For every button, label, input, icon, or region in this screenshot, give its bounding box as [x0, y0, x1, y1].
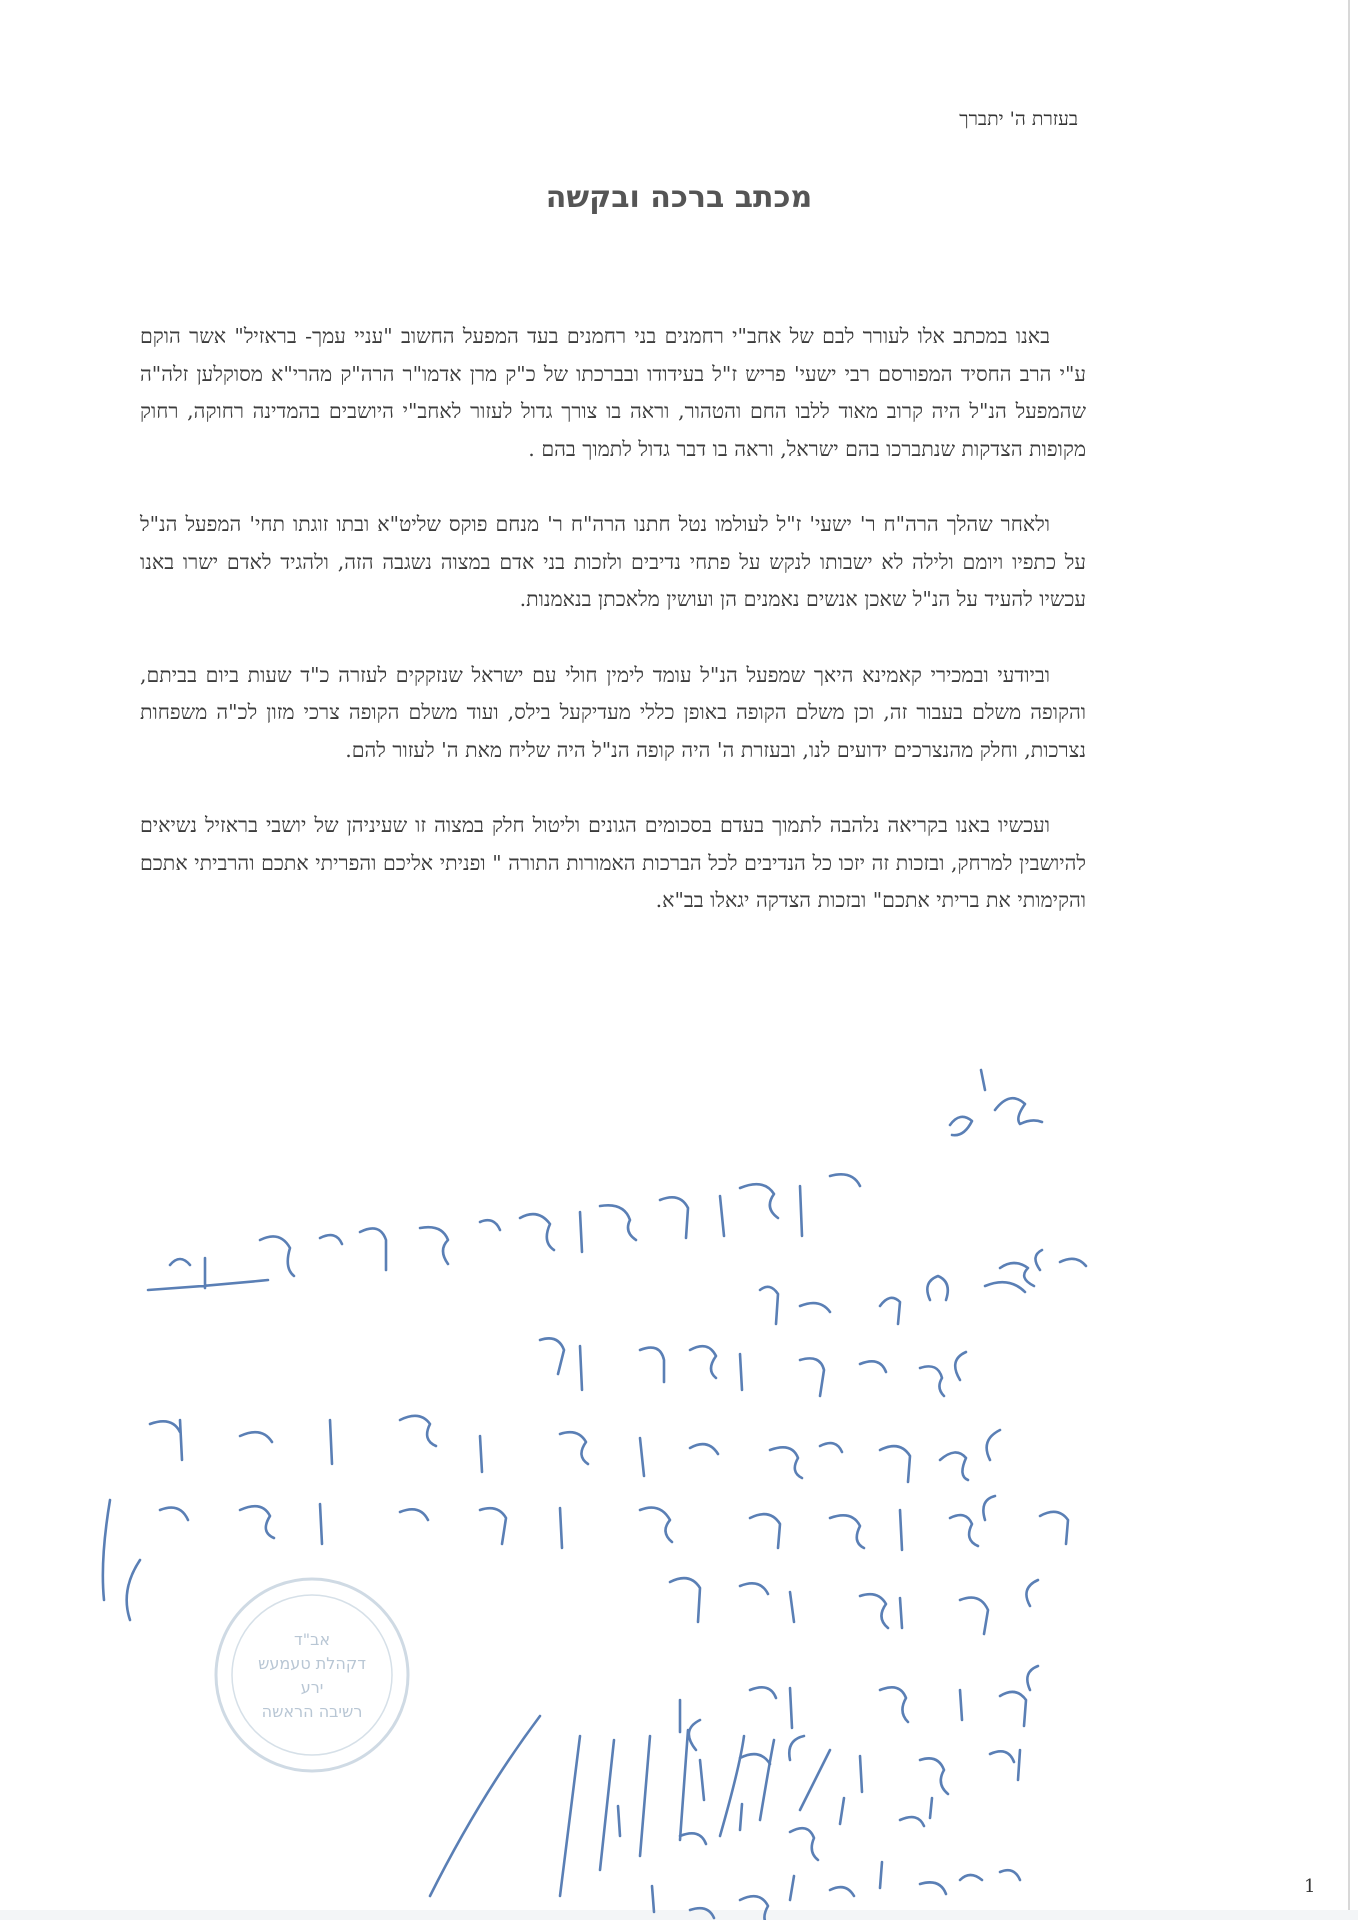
paragraph-3: וביודעי ובמכירי קאמינא היאך שמפעל הנ"ל עומד לימין חולי עם ישראל שנזקקים לעזרה כ"ד שעות ביום בביתם, והקופה משלם בעבור זה, וכן משלם הקופה באופן כללי מעדיקעל בילס, ועוד משלם הקופה צרכי מזון לכ"ה משפחות נצרכות, וחלק מהנצרכים ידועים לנו, ובעזרת ה' היה קופה הנ"ל היה שליח מאת ה' לעזור להם. — [140, 662, 1086, 762]
page-number: 1 — [1304, 1876, 1316, 1897]
page-edge — [1348, 0, 1350, 1920]
paragraph-2: ולאחר שהלך הרה"ח ר' ישעי' ז"ל לעולמו נטל חתנו הרה"ח ר' מנחם פוקס שליט"א ובתו זוגתו תחי' המפעל הנ"ל על כתפיו ויומם ולילה לא ישבותו לנקש על פתחי נדיבים ולזכות בני אדם במצוה נשגבה הזה, ולהגיד לאדם ישרו באנו עכשיו להעיד על הנ"ל שאכן אנשים נאמנים הן ועושין מלאכתן בנאמנות. — [140, 512, 1086, 611]
stamp-line: דקהלת טעמעש — [258, 1654, 366, 1673]
stamp-text — [232, 1628, 392, 1724]
letter-body — [140, 318, 1086, 958]
header-blessing: בעזרת ה' יתברך — [959, 108, 1078, 130]
paragraph-4: ועכשיו באנו בקריאה נלהבה לתמוך בעדם בסכומים הגונים וליטול חלק במצוה זו שעיניהן של יושבי בראזיל נשיאים להיושבין למרחק, ובזכות זה יזכו כל הנדיבים לכל הברכות האמורות התורה " ופניתי אליכם והפריתי אתכם והרביתי אתכם והקימותי את בריתי אתכם" ובזכות הצדקה יגאלו בב"א. — [140, 813, 1086, 912]
stamp-line: רשיבה הראשה — [261, 1702, 363, 1721]
stamp-line: ירע — [300, 1678, 324, 1697]
page-bottom-strip — [0, 1910, 1358, 1920]
stamp-line: אב"ד — [293, 1630, 331, 1649]
paragraph-1: באנו במכתב אלו לעורר לבם של אחב"י רחמנים בני רחמנים בעד המפעל החשוב "עניי עמך- בראזיל" אשר הוקם ע"י הרב החסיד המפורסם רבי ישעי' פריש ז"ל בעידודו ובברכתו של כ"ק מרן אדמו"ר הרה"ק מהרי"א מסוקלען זלה"ה שהמפעל הנ"ל היה קרוב מאוד ללבו החם והטהור, וראה בו צורך גדול לעזור לאחב"י היושבים בהמדינה רחוקה, רחוק מקופות הצדקות שנתברכו בהם ישראל, וראה בו דבר גדול לתמוך בהם . — [140, 324, 1086, 461]
letter-title: מכתב ברכה ובקשה — [545, 180, 813, 215]
